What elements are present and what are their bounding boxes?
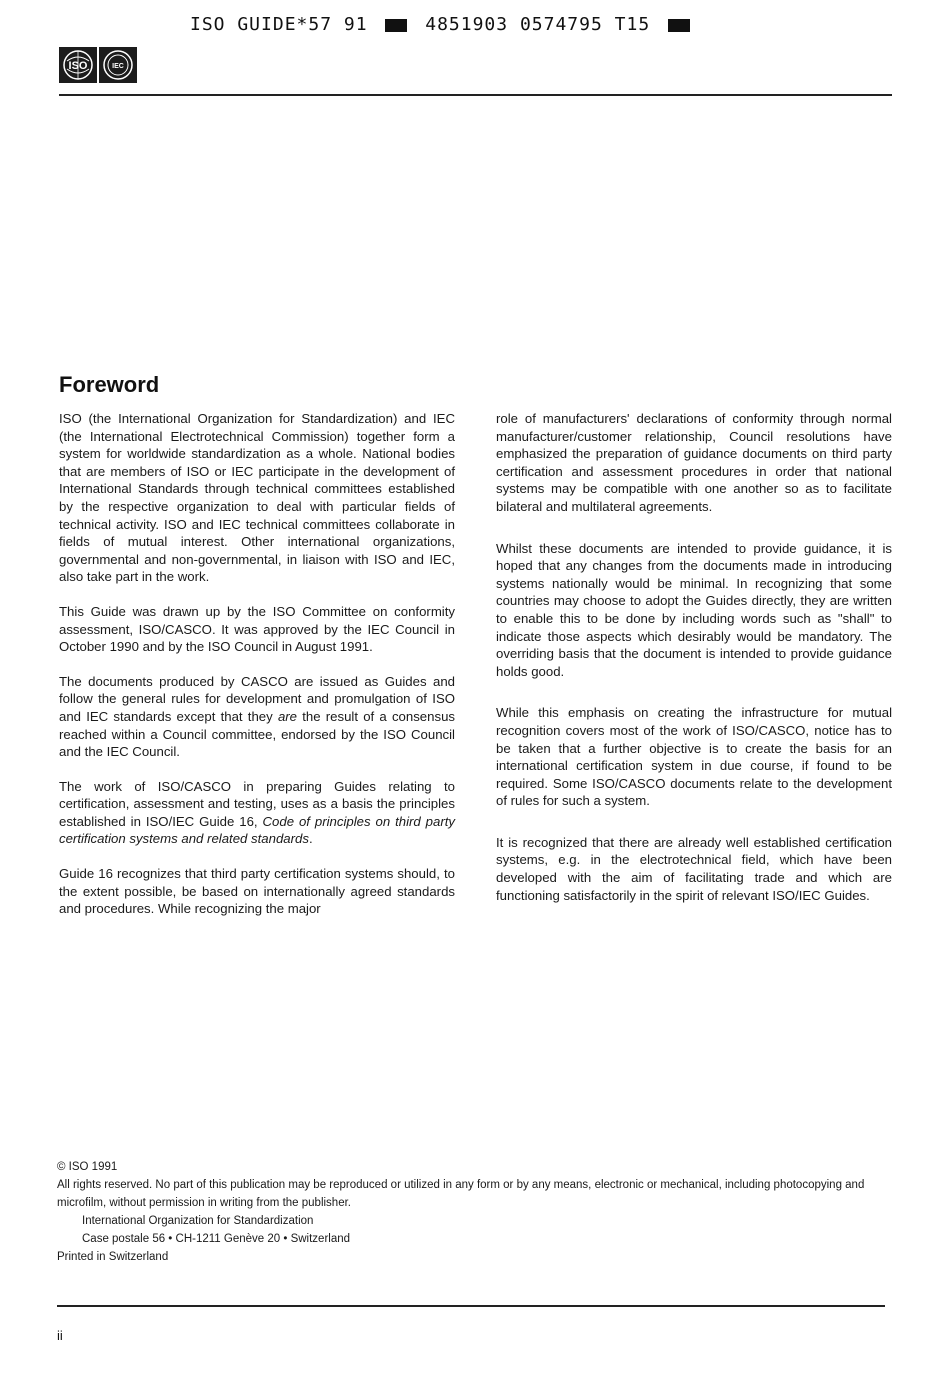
document-code-part2: 4851903 0574795 T15 bbox=[425, 14, 651, 35]
page-title: Foreword bbox=[59, 372, 160, 397]
paragraph: While this emphasis on creating the infrastructure for mutual recognition covers most of the work of ISO/CASCO, notice has to be taken that a further objective is to create the basis for an international certification system in due course, if found to be required. Some ISO/CASCO documents relate to the development of rules for such a system. bbox=[496, 705, 892, 809]
paragraph: The documents produced by CASCO are issued as Guides and follow the general rules for development and promulgation of ISO and IEC standards except that they are the result of a consensus reached within a Council committee, endorsed by the ISO Council and the IEC Council. bbox=[59, 673, 455, 760]
right-column bbox=[496, 410, 892, 928]
bottom-rule bbox=[57, 1305, 885, 1307]
paragraph: Whilst these documents are intended to provide guidance, it is hoped that any changes from the documents made in introducing systems nationally would be minimal. In recognizing that some countries may choose to adopt the Guides directly, they are written to enable this to be done by including words such as "shall" to indicate those aspects which desirably would be mandatory. The overriding basis that the document is intended to provide guidance holds good. bbox=[496, 540, 892, 679]
paragraph: The work of ISO/CASCO in preparing Guides relating to certification, assessment and testing, uses as a basis the principles established in ISO/IEC Guide 16, Code of principles on third party certification systems and related standards. bbox=[59, 778, 455, 847]
logo-group bbox=[59, 47, 137, 83]
paragraph: ISO (the International Organization for Standardization) and IEC (the International Electrotechnical Commission) together form a system for worldwide standardization as a whole. National bodies that are members of ISO or IEC participate in the development of International Standards through technical committees established by the respective organization to deal with particular fields of technical activity. ISO and IEC technical committees collaborate in fields of mutual interest. Other international organizations, governmental and non-governmental, in liaison with ISO and IEC, also take part in the work. bbox=[59, 411, 455, 585]
document-code-header bbox=[190, 14, 696, 35]
top-rule bbox=[59, 94, 892, 96]
document-code-part1: ISO GUIDE*57 91 bbox=[190, 14, 368, 35]
svg-text:IEC: IEC bbox=[112, 63, 124, 70]
black-block-mark bbox=[385, 19, 407, 32]
paragraph: Guide 16 recognizes that third party certification systems should, to the extent possible, be based on internationally agreed standards and procedures. While recognizing the major bbox=[59, 866, 455, 917]
printed-in: Printed in Switzerland bbox=[57, 1251, 169, 1263]
left-column bbox=[59, 410, 455, 935]
paragraph: This Guide was drawn up by the ISO Committee on conformity assessment, ISO/CASCO. It was approved by the IEC Council in October 1990 and by the ISO Council in August 1991. bbox=[59, 603, 455, 655]
rights-statement: All rights reserved. No part of this publication may be reproduced or utilized in any form or by any means, electronic or mechanical, including photocopying and microfilm, without permission in writing from the publisher. bbox=[57, 1179, 865, 1209]
copyright-footer bbox=[57, 1158, 897, 1266]
organization-name: International Organization for Standardization bbox=[82, 1215, 314, 1227]
copyright-line: © ISO 1991 bbox=[57, 1161, 118, 1173]
organization-address: Case postale 56 • CH-1211 Genève 20 • Switzerland bbox=[82, 1233, 351, 1245]
page-number: ii bbox=[57, 1328, 63, 1343]
black-block-mark bbox=[668, 19, 690, 32]
paragraph: It is recognized that there are already well established certification systems, e.g. in the electrotechnical field, which have been developed with the aim of facilitating trade and which are functioning satisfactorily in the spirit of relevant ISO/IEC Guides. bbox=[496, 834, 892, 903]
paragraph: role of manufacturers' declarations of conformity through normal manufacturer/customer relationship, Council resolutions have emphasized the preparation of guidance documents on third party certification and assessment procedures in order that national systems may be compatible with one another so as to facilitate bilateral and multilateral agreements. bbox=[496, 411, 892, 514]
iec-logo bbox=[99, 47, 137, 83]
svg-text:ISO: ISO bbox=[68, 60, 88, 72]
iso-logo bbox=[59, 47, 97, 83]
